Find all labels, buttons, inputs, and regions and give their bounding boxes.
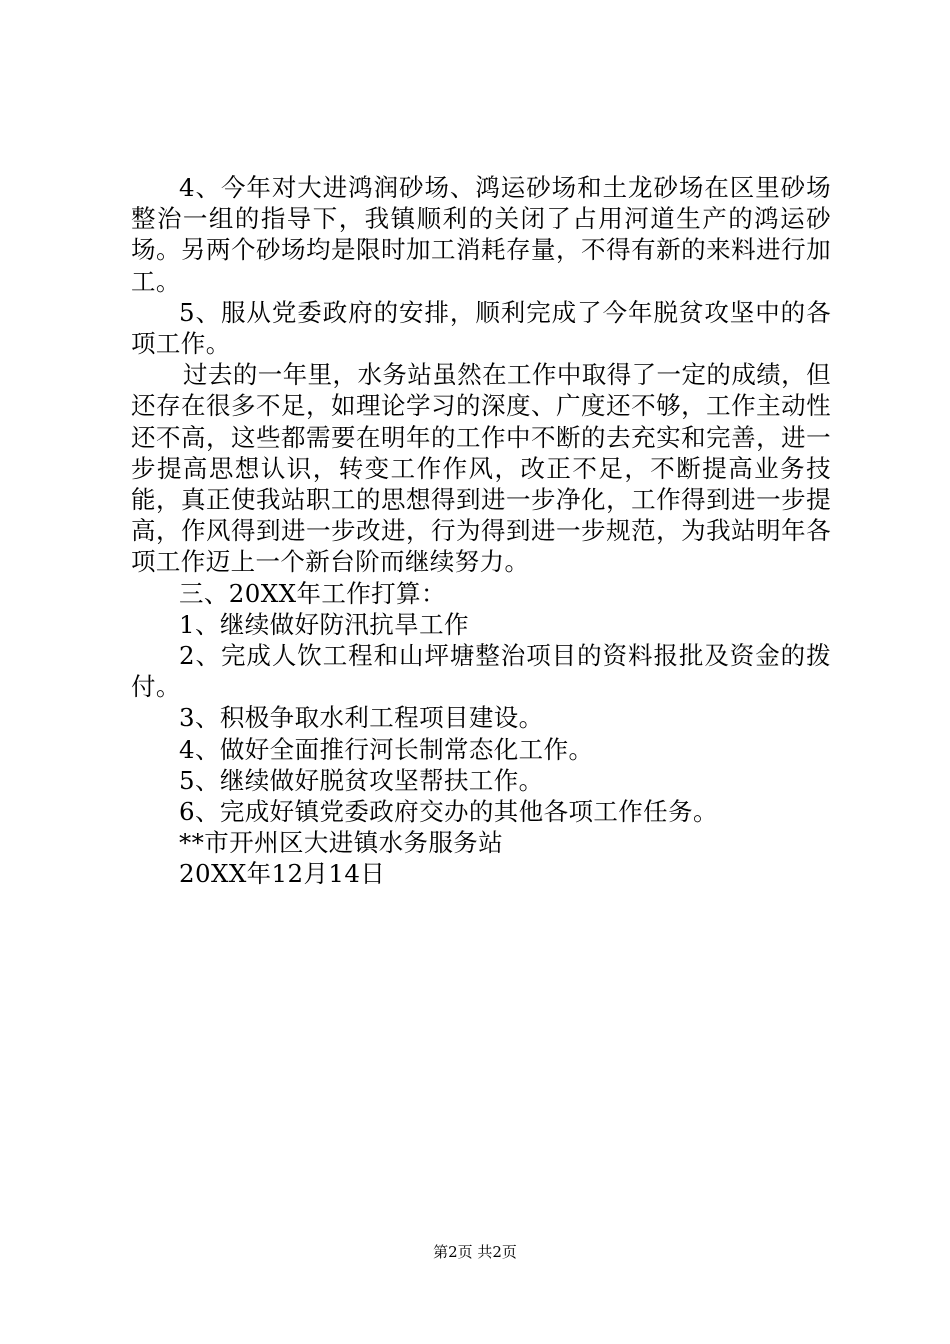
section-heading-plan: 三、20XX年工作打算： xyxy=(179,578,446,608)
page-number-footer: 第2页 共2页 xyxy=(433,1243,517,1261)
plan-item-1: 1、继续做好防汛抗旱工作 xyxy=(179,609,469,639)
plan-item-4: 4、做好全面推行河长制常态化工作。 xyxy=(179,734,594,764)
plan-item-6: 6、完成好镇党委政府交办的其他各项工作任务。 xyxy=(179,797,718,827)
plan-item-3: 3、积极争取水利工程项目建设。 xyxy=(179,703,544,733)
plan-item-2: 2、完成人饮工程和山坪塘整治项目的资料报批及资金的拨付。 xyxy=(131,641,831,702)
document-body xyxy=(131,172,831,890)
signature-date: 20XX年12月14日 xyxy=(179,859,386,889)
plan-item-5: 5、继续做好脱贫攻坚帮扶工作。 xyxy=(179,765,544,795)
paragraph-summary: 过去的一年里，水务站虽然在工作中取得了一定的成绩，但还存在很多不足，如理论学习的深度、广度还不够，工作主动性还不高，这些都需要在明年的工作中不断的去充实和完善，进一步提高思想认识，转变工作作风，改正不足，不断提高业务技能，真正使我站职工的思想得到进一步净化，工作得到进一步提高，作风得到进一步改进，行为得到进一步规范，为我站明年各项工作迈上一个新台阶而继续努力。 xyxy=(131,360,831,577)
paragraph-item-5: 5、服从党委政府的安排，顺利完成了今年脱贫攻坚中的各项工作。 xyxy=(131,297,831,359)
signature-organization: **市开州区大进镇水务服务站 xyxy=(179,828,504,858)
paragraph-item-4: 4、今年对大进鸿润砂场、鸿运砂场和土龙砂场在区里砂场整治一组的指导下，我镇顺利的关闭了占用河道生产的鸿运砂场。另两个砂场均是限时加工消耗存量，不得有新的来料进行加工。 xyxy=(131,173,831,296)
